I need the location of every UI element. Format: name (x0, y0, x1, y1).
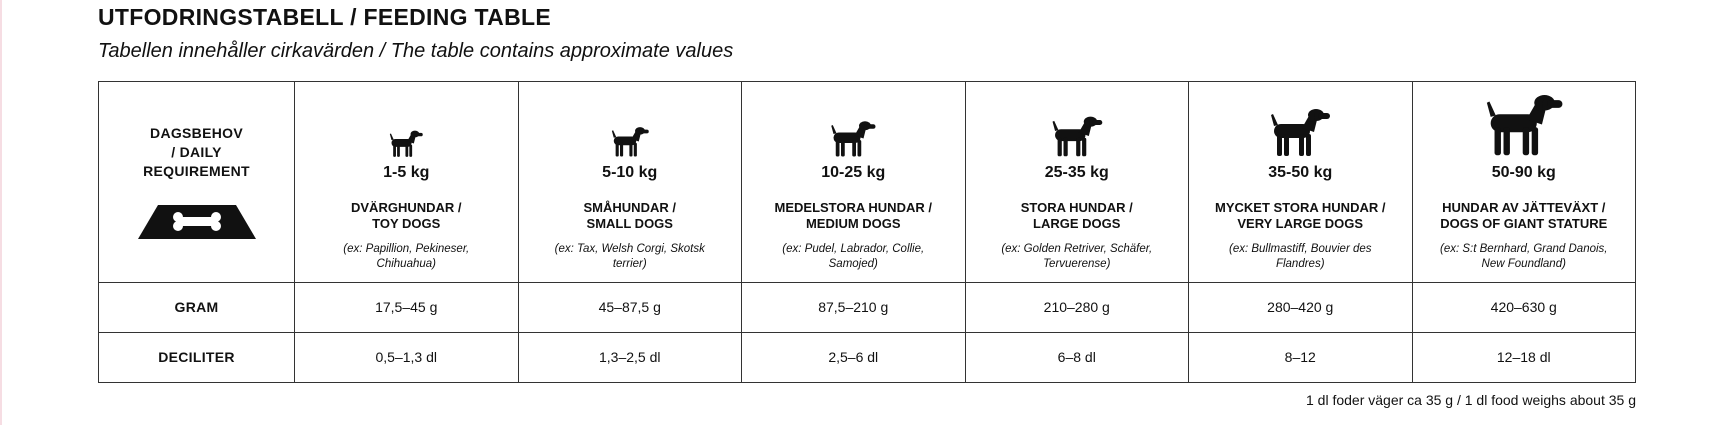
category-weight: 50-90 kg (1491, 163, 1556, 181)
table-header-row (99, 82, 1636, 283)
table-cell: 6–8 dl (965, 332, 1189, 382)
category-very-large (1189, 82, 1413, 283)
category-name: MYCKET STORA HUNDAR / VERY LARGE DOGS (1215, 199, 1386, 231)
bowl-bone-icon (138, 205, 256, 239)
table-row-gram (99, 282, 1636, 332)
table-cell: 0,5–1,3 dl (295, 332, 519, 382)
dog-icon (388, 129, 424, 158)
dog-icon (1268, 106, 1332, 158)
category-name: STORA HUNDAR / LARGE DOGS (1020, 199, 1133, 231)
dog-icon (1050, 114, 1104, 158)
category-giant (1412, 82, 1636, 283)
table-cell: 280–420 g (1189, 282, 1413, 332)
category-medium (742, 82, 966, 283)
category-weight: 25-35 kg (1044, 163, 1109, 181)
dog-icon (829, 119, 877, 158)
row-label: DECILITER (99, 332, 295, 382)
requirement-cell (99, 82, 295, 283)
page-subtitle: Tabellen innehåller cirkavärden / The table contains approximate values (98, 40, 734, 62)
page-edge (0, 0, 2, 425)
category-weight: 5-10 kg (602, 163, 658, 181)
category-name: SMÅHUNDAR / SMALL DOGS (583, 199, 676, 231)
category-name: DVÄRGHUNDAR / TOY DOGS (351, 199, 462, 231)
category-examples: (ex: Bullmastiff, Bouvier des Flandres) (1228, 242, 1372, 270)
table-cell: 420–630 g (1412, 282, 1636, 332)
category-examples: (ex: Papillion, Pekineser, Chihuahua) (343, 242, 470, 270)
category-small (518, 82, 742, 283)
footnote: 1 dl foder väger ca 35 g / 1 dl food weighs about 35 g (1305, 392, 1636, 408)
table-row-deciliter (99, 332, 1636, 382)
category-examples: (ex: S:t Bernhard, Grand Danois, New Foundland) (1440, 242, 1608, 270)
category-weight: 1-5 kg (383, 163, 430, 181)
table-cell: 1,3–2,5 dl (518, 332, 742, 382)
category-weight: 35-50 kg (1268, 163, 1333, 181)
category-large (965, 82, 1189, 283)
table-cell: 210–280 g (965, 282, 1189, 332)
table-cell: 45–87,5 g (518, 282, 742, 332)
category-examples: (ex: Golden Retriver, Schäfer, Tervuerense) (1001, 242, 1153, 270)
category-examples: (ex: Tax, Welsh Corgi, Skotsk terrier) (554, 242, 705, 270)
feeding-table (98, 81, 1636, 383)
category-examples: (ex: Pudel, Labrador, Collie, Samojed) (782, 242, 925, 270)
dog-icon (1483, 91, 1565, 158)
category-name: MEDELSTORA HUNDAR / MEDIUM DOGS (774, 199, 932, 231)
dog-icon (610, 125, 650, 158)
category-toy (295, 82, 519, 283)
category-weight: 10-25 kg (821, 163, 886, 181)
table-cell: 12–18 dl (1412, 332, 1636, 382)
table-cell: 8–12 (1189, 332, 1413, 382)
requirement-label: DAGSBEHOV / DAILY REQUIREMENT (143, 125, 250, 180)
page-title: UTFODRINGSTABELL / FEEDING TABLE (98, 4, 551, 30)
row-label: GRAM (99, 282, 295, 332)
table-cell: 2,5–6 dl (742, 332, 966, 382)
table-cell: 17,5–45 g (295, 282, 519, 332)
category-name: HUNDAR AV JÄTTEVÄXT / DOGS OF GIANT STATURE (1440, 199, 1608, 231)
table-cell: 87,5–210 g (742, 282, 966, 332)
